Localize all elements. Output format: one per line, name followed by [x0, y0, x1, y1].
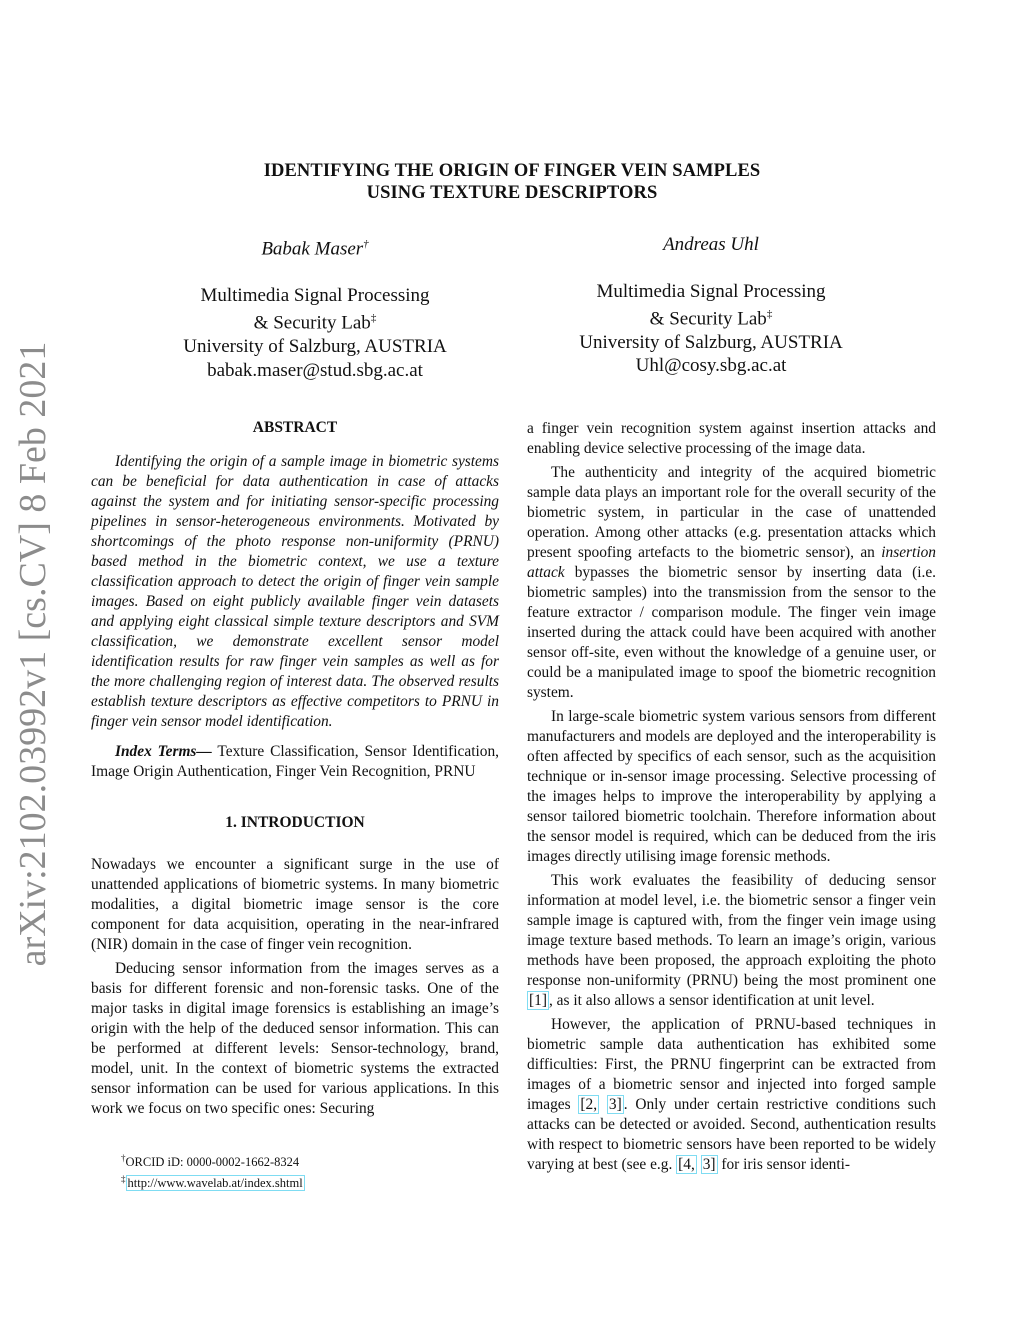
author-block-1: [115, 233, 515, 382]
paper-title: [0, 160, 1024, 204]
abstract-text: Identifying the origin of a sample image in biometric systems can be beneficial for data authentication in case of attacks against the system and for initiating sensor-specific processing pipelines in sensor-heterogeneous environments. Motivated by shortcomings of the photo response non-uniformity (PRNU) based method in the biometric context, we use a texture classification approach to detect the origin of finger vein sample images. Based on eight publicly available finger vein datasets and applying eight classical simple texture descriptors and SVM classification, we demonstrate excellent sensor model identification results for raw finger vein samples as well as for the more challenging region of interest data. The observed results establish texture descriptors as effective competitors to PRNU in finger vein sensor model identification.: [91, 453, 499, 730]
author-affiliation: Multimedia Signal Processing: [596, 280, 826, 302]
left-column: [91, 418, 499, 1119]
abstract-heading: ABSTRACT: [252, 419, 338, 436]
title-line-2: USING TEXTURE DESCRIPTORS: [366, 183, 658, 203]
author-affiliation: & Security Lab‡: [649, 308, 773, 330]
title-line-1: IDENTIFYING THE ORIGIN OF FINGER VEIN SAMPLES: [263, 161, 761, 181]
right-paragraph-2: In large-scale biometric system various sensors from different manufacturers and models are deployed and the interoperability is often affected by specifics of each sensor, such as the acquisition technique or in-sensor image processing. Selective processing of the images helps to improve the interoperability by applying a sensor tailored biometric toolchain. Therefore information about the sensor model is required, which can be deduced from the iris images directly utilising image forensic methods.: [527, 708, 936, 865]
author-name: Babak Maser†: [261, 238, 369, 260]
citation-link[interactable]: [4,: [678, 1156, 695, 1173]
footnote-url: ‡ http://www.wavelab.at/index.shtml: [121, 1174, 303, 1191]
right-paragraph-3: This work evaluates the feasibility of deducing sensor information at model level, i.e. the biometric sensor a finger vein sample image is captured with, from the finger vein image using image texture based methods. To learn an image’s origin, various methods have been proposed, the approach exploiting the photo response non-uniformity (PRNU) being the most prominent one [1] , as it also allows a sensor identification at unit level.: [527, 872, 936, 1009]
author-block-2: [511, 233, 911, 378]
intro-paragraph-1: Nowadays we encounter a significant surge in the use of unattended applications of biometric systems. In many biometric modalities, a digital biometric image sensor is the core component for data acquisition, operating in the near-infrared (NIR) domain in the case of finger vein recognition.: [91, 856, 499, 953]
footnote-orcid: †ORCID iD: 0000-0002-1662-8324: [121, 1153, 300, 1170]
citation-link[interactable]: 3]: [702, 1156, 716, 1173]
footnote-link[interactable]: http://www.wavelab.at/index.shtml: [127, 1176, 303, 1191]
author-affiliation: & Security Lab‡: [253, 312, 377, 334]
citation-link[interactable]: 3]: [608, 1096, 622, 1113]
author-name: Andreas Uhl: [663, 234, 759, 255]
footnotes: [91, 1150, 499, 1192]
author-affiliation: University of Salzburg, AUSTRIA: [579, 331, 843, 353]
author-affiliation: University of Salzburg, AUSTRIA: [183, 336, 447, 358]
citation-link[interactable]: [1]: [529, 992, 547, 1009]
author-affiliation: Multimedia Signal Processing: [200, 284, 430, 306]
right-column: [527, 419, 936, 1175]
author-email: babak.maser@stud.sbg.ac.at: [207, 359, 423, 381]
intro-heading: 1. INTRODUCTION: [225, 814, 365, 831]
right-paragraph-1: The authenticity and integrity of the acquired biometric sample data plays an important role for the overall security of the biometric system, in particular in the case of unattended operation. Among other attacks (e.g. presentation attacks which present spoofing artefacts to the biometric sensor), an insertion attack bypasses the biometric sensor by inserting data (i.e. biometric samples) into the transmission from the sensor to the feature extractor / comparison module. The finger vein image inserted during the attack could have been acquired with another sensor off-site, even without the knowledge of a genuine user, or could be a manipulated image to spoof the biometric recognition system.: [527, 464, 936, 701]
author-email: Uhl@cosy.sbg.ac.at: [635, 355, 787, 377]
right-paragraph-4: However, the application of PRNU-based techniques in biometric sample data authentication has exhibited some difficulties: First, the PRNU fingerprint can be extracted from images of a biometric sensor and injected into forged sample images [2, 3] . Only under certain restrictive conditions such attacks can be detected or avoided. Second, authentication results with respect to biometric sensors have been reported to be widely varying at best (see e.g. [4, 3] for iris sensor identi-: [527, 1016, 936, 1173]
index-terms: Index Terms— Texture Classification, Sensor Identification, Image Origin Authentication, Finger Vein Recognition, PRNU: [91, 743, 500, 780]
arxiv-stamp: arXiv:2102.03992v1 [cs.CV] 8 Feb 2021: [12, 341, 54, 967]
citation-link[interactable]: [2,: [580, 1096, 598, 1113]
intro-paragraph-2: Deducing sensor information from the images serves as a basis for different forensic and non-forensic tasks. One of the major tasks in digital image forensics is establishing an image’s origin with the help of the deduced sensor information. This can be performed at different levels: Sensor-technology, brand, model, unit. In the context of biometric systems the extracted sensor information can be used for various applications. In this work we focus on two specific ones: Securing: [91, 960, 499, 1117]
right-paragraph-0: a finger vein recognition system against insertion attacks and enabling device selective processing of the image data.: [527, 420, 936, 457]
